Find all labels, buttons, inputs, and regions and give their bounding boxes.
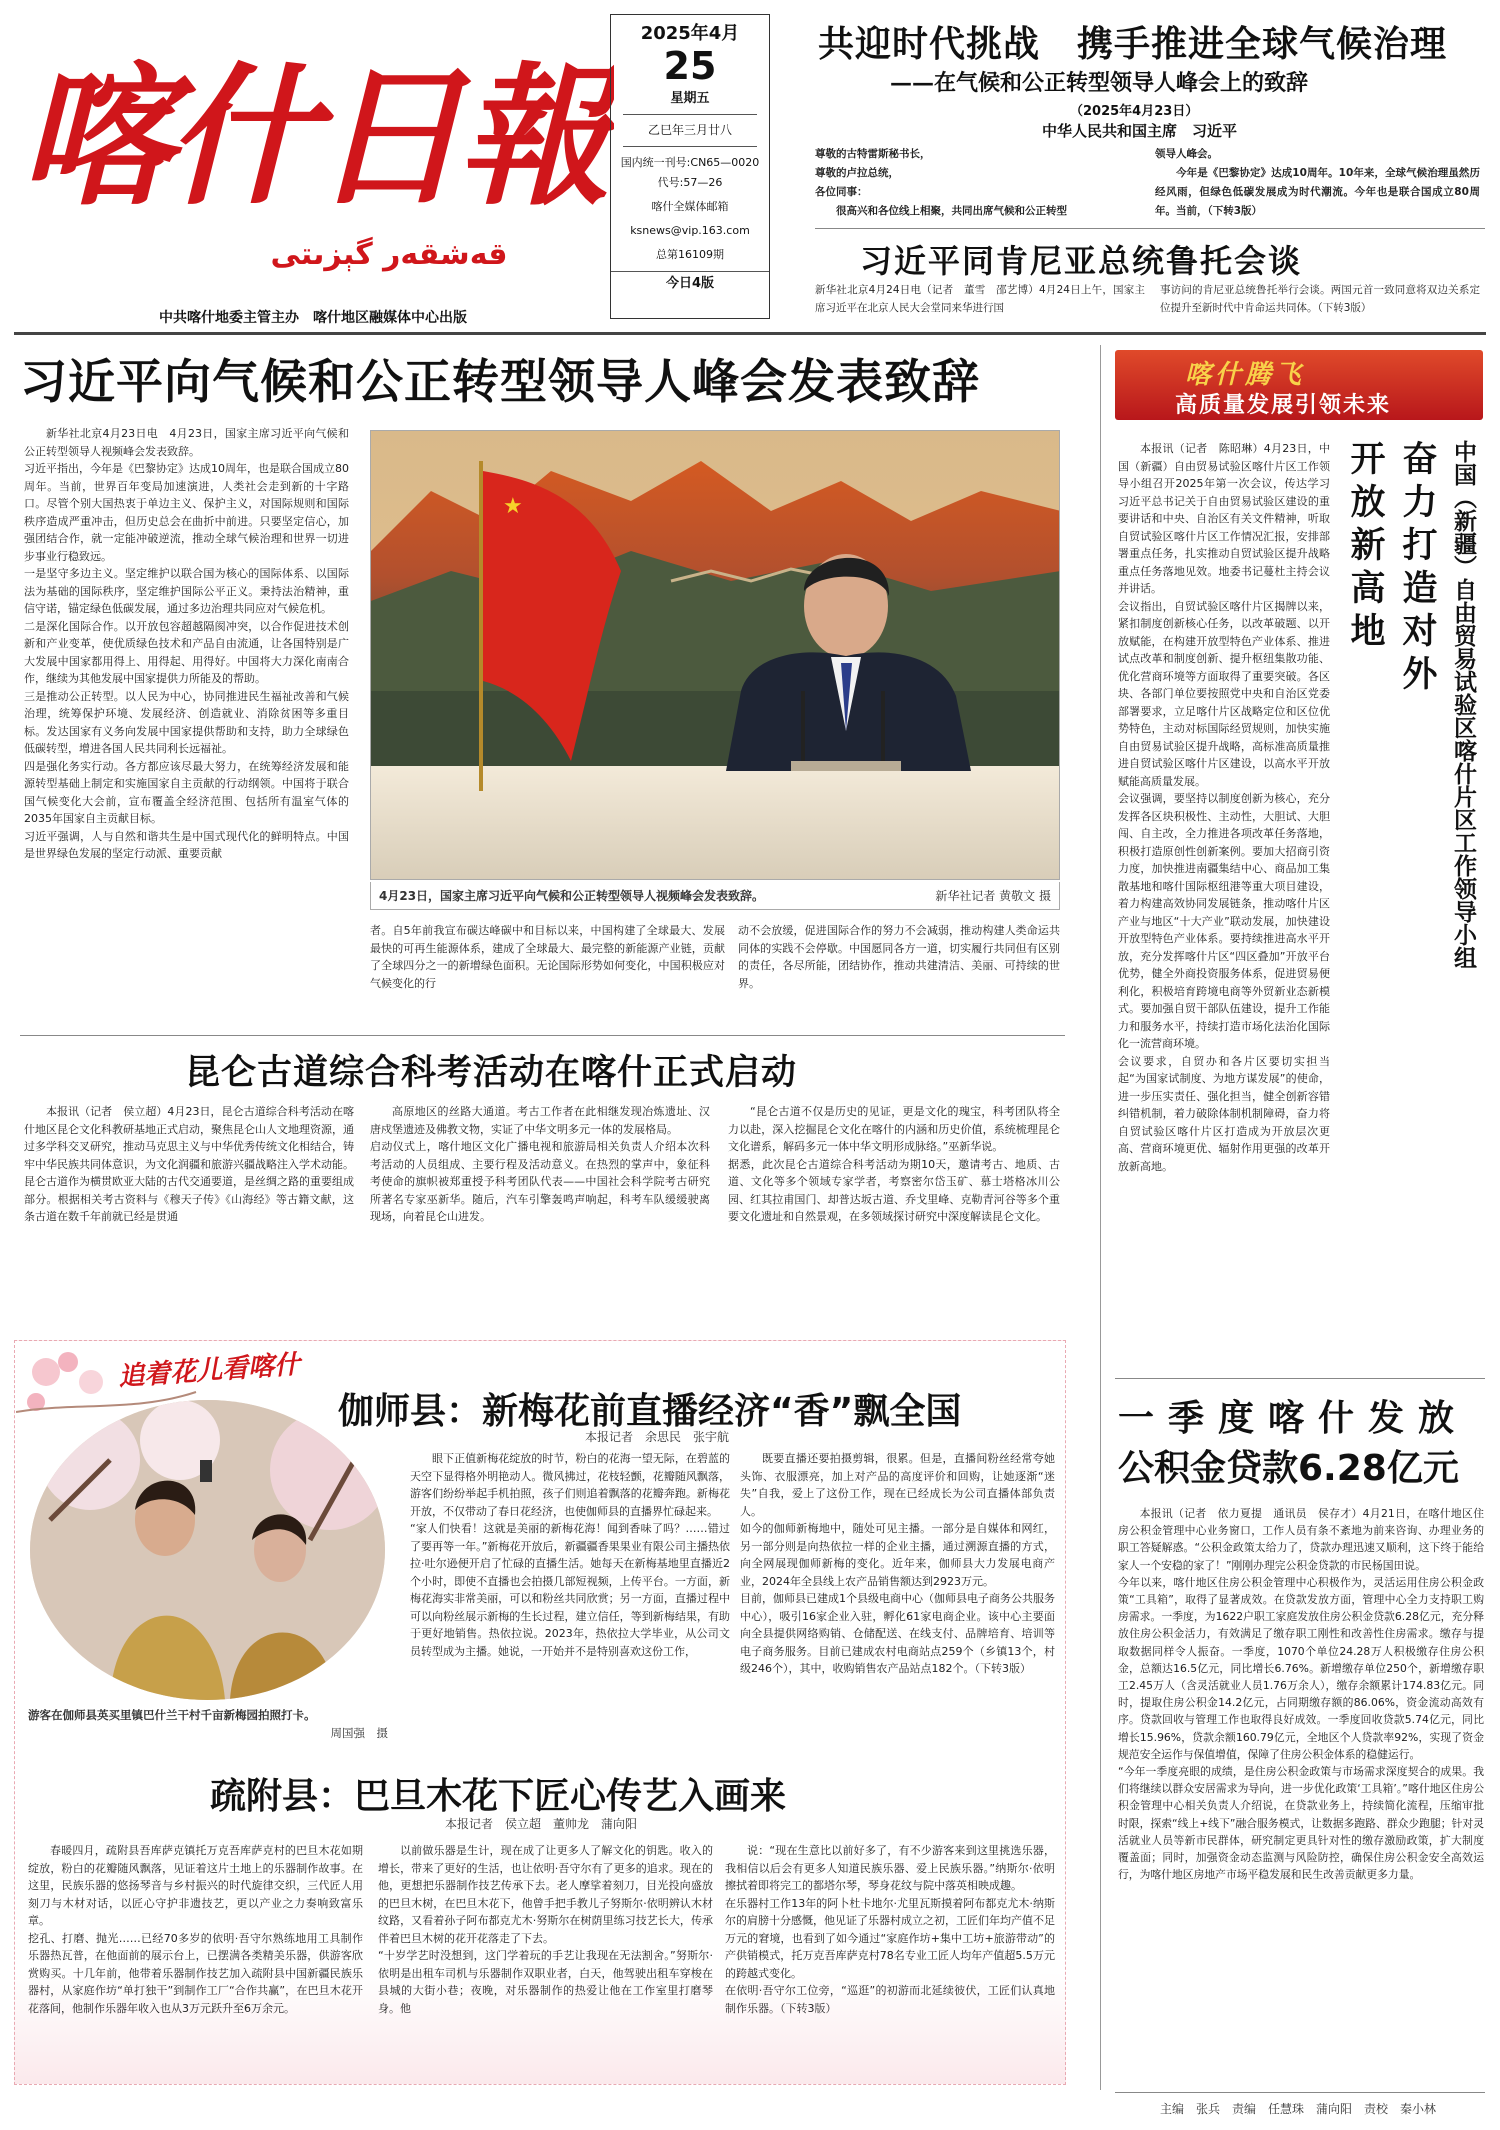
kunlun-col1	[24, 1103, 354, 1333]
flowers-caption-text: 游客在伽师县英买里镇巴什兰干村千亩新梅园拍照打卡。	[28, 1708, 316, 1722]
sidebar-body: 本报讯（记者 陈昭琳）4月23日，中国（新疆）自由贸易试验区喀什片区工作领导小组召开2025年第一次会议，传达学习习近平总书记关于自由贸易试验区建设的重要讲话和中央、自治区有关文件精神，听取自贸试验区喀什片区工作情况汇报，安排部署重点任务，扎实推动自贸试验区提升战略重点任务落地见效。地委书记蔓杜主持会议并讲话。 会议指出，自贸试验区喀什片区揭牌以来，紧扣制度创新核心任务，以改革破题、以开放赋能，在构建开放型特色产业体系、推进试点改革和制度创新、提升枢纽集散功能、优化营商环境等方面取得了重要突破。各区块、各部门单位要按照党中央和自治区党委部署要求，立足喀什片区战略定位和区位优势特色，主动对标国际经贸规则，加快实施自由贸易试验区提升战略，高标准高质量推进自贸试验区喀什片区建设，以高水平开放赋能高质量发展。 会议强调，要坚持以制度创新为核心，充分发挥各区块积极性、主动性，大胆试、大胆闯、自主改，全力推进各项改革任务落地，积极打造原创性创新案例。要加大招商引资力度，加快推进南疆集结中心、商品加工集散基地和喀什国际枢纽港等重大项目建设，着力构建高效协同发展链条，推动喀什片区产业与地区“十大产业”联动发展，加快建设开放型特色产业体系。要持续推进高水平开放，充分发挥喀什片区“四区叠加”开放平台优势，健全外商投资服务体系，促进贸易便利化，积极培育跨境电商等外贸新业态新模式。要加强自贸干部队伍建设，提升工作能力和服务水平，持续打造市场化法治化国际化一流营商环境。 会议要求，自贸办和各片区要切实担当起“为国家试制度、为地方谋发展”的使命，进一步压实责任、强化担当，健全创新容错纠错机制，着力破除体制机制障碍，奋力将自贸试验区喀什片区打造成为开放层次更高、营商环境更优、辐射作用更强的改革开放新高地。	[1118, 442, 1330, 1173]
kunlun-title: 昆仑古道综合科考活动在喀什正式启动	[185, 1053, 798, 1093]
flowers-banner: 追着花儿看喀什	[117, 1349, 302, 1393]
email: ksnews@vip.163.com	[630, 224, 750, 237]
lead-photo-image	[371, 431, 1060, 880]
kunlun-col1-text: 本报讯（记者 侯立超）4月23日，昆仑古道综合科考活动在喀什地区昆仑文化科教研基地正式启动，聚焦昆仑山人文地理资源，通过多学科交叉研究，推动马克思主义与中华优秀传统文化相结合，铸牢中华民族共同体意识，为文化润疆和旅游兴疆战略注入学术动能。 昆仑古道作为横贯欧亚大陆的古代交通要道，是丝绸之路的重要组成部分。根据相关考古资料与《穆天子传》《山海经》等古籍文献，这条古道在数千年前就已经是贯通	[24, 1105, 354, 1223]
masthead-divider	[14, 332, 1486, 335]
date-yearmonth: 2025年4月	[640, 23, 740, 44]
shufu-title: 疏附县：巴旦木花下匠心传艺入画来	[210, 1776, 787, 1817]
lead-col3: 动不会放缓，促进国际合作的努力不会减弱，推动构建人类命运共同体的实践不会停歇。中国愿同各方一道，切实履行共同但有区别的责任，各尽所能，团结协作，推动共建清洁、美丽、可持续的世界。	[738, 924, 1060, 990]
fund-text	[1118, 1505, 1484, 2090]
fund-title-line1: 一季度喀什发放	[1118, 1398, 1469, 1439]
masthead-logo	[14, 12, 614, 262]
flowers-photo	[30, 1400, 385, 1700]
shufu-col3	[725, 1842, 1055, 2077]
publisher-line: 中共喀什地委主管主办 喀什地区融媒体中心出版	[159, 310, 467, 326]
postal-code: 代号:57—26	[657, 176, 723, 189]
flowers-title: 伽师县：新梅花前直播经济“香”飘全国	[338, 1391, 962, 1432]
shufu-col2-text: 以前做乐器是生计，现在成了让更多人了解文化的钥匙。收入的增长，带来了更好的生活，也让依明·吾守尔有了更多的追求。现在的他，更想把乐器制作技艺传承下去。老人摩挲着刻刀，目光投向盛放的巴旦木树，在巴旦木花下，他曾手把手教儿子努斯尔·依明辨认木材纹路，又看着孙子阿布都克尤木·努斯尔在树荫里练习技艺长大，传承伴着巴旦木树的花开花落走了下去。 “十岁学艺时没想到，这门学着玩的手艺让我现在无法割舍。”努斯尔·依明是出租车司机与乐器制作双职业者，白天，他驾驶出租车穿梭在县城的大街小巷；夜晚，对乐器制作的热爱让他在工作室里打磨琴身。他	[378, 1844, 713, 2015]
post-label: 喀什全媒体邮箱	[651, 200, 729, 213]
kunlun-col2	[370, 1103, 710, 1333]
kenya-text-col1: 新华社北京4月24日电（记者 董雪 邵艺博）4月24日上午，国家主席习近平在北京人民大会堂同来华进行国	[815, 284, 1145, 314]
lead-text: 新华社北京4月23日电 4月23日，国家主席习近平向气候和公正转型领导人视频峰会发表致辞。 习近平指出，今年是《巴黎协定》达成10周年，也是联合国成立80周年。当前，世界百年变局加速演进，人类社会走到新的十字路口。尽管个别大国热衷于单边主义、保护主义，对国际规则和国际秩序造成严重冲击，但历史总会在曲折中前进。只要坚定信心，加强团结合作，就一定能冲破逆流，推动全球气候治理和世界一切进步事业行稳致远。 一是坚守多边主义。坚定维护以联合国为核心的国际体系、以国际法为基础的国际秩序，坚定维护国际公平正义。秉持法治精神，重信守诺，锚定绿色低碳发展，通过多边治理共同应对气候危机。 二是深化国际合作。以开放包容超越隔阂冲突，以合作促进技术创新和产业变革，使优质绿色技术和产品自由流通，让各国特别是广大发展中国家都用得上、用得起、用得好。中国将大力深化南南合作，继续为其他发展中国家提供力所能及的帮助。 三是推动公正转型。以人民为中心，协同推进民生福祉改善和气候治理，统筹保护环境、发展经济、创造就业、消除贫困等多重目标。发达国家有义务向发展中国家提供帮助和支持，助力全球绿色低碳转型，增进各国人民共同利长远福祉。 四是强化务实行动。各方都应该尽最大努力，在统筹经济发展和能源转型基础上制定和实施国家自主贡献的行动纲领。中国将于联合国气候变化大会前，宣布覆盖全经济范围、包括所有温室气体的2035年国家自主贡献目标。 习近平强调，人与自然和谐共生是中国式现代化的鲜明特点。中国是世界绿色发展的坚定行动派、重要贡献	[24, 427, 349, 860]
sidebar-banner-top: 喀什腾飞	[1185, 360, 1306, 390]
flowers-photo-caption	[28, 1706, 388, 1742]
date-lunar: 乙巳年三月廿八	[647, 123, 732, 137]
lead-col1	[24, 425, 349, 1035]
lead-photo-credit: 新华社记者 黄敬文 摄	[935, 889, 1051, 903]
flowers-photo-credit: 周国强 摄	[330, 1726, 388, 1740]
fund-title-line2: 公积金贷款6.28亿元	[1118, 1448, 1459, 1489]
serial-number: 总第16109期	[656, 248, 724, 261]
lead-caption-text: 4月23日，国家主席习近平向气候和公正转型领导人视频峰会发表致辞。	[379, 889, 765, 903]
flowers-photo-image	[30, 1400, 385, 1700]
lead-photo-caption	[370, 882, 1060, 910]
flowers-col1-text: 眼下正值新梅花绽放的时节，粉白的花海一望无际，在碧蓝的天空下显得格外明艳动人。微风拂过，花枝轻颤，花瓣随风飘落，游客们纷纷举起手机拍照，孩子们则追着飘落的花瓣奔跑。新梅花开放，不仅带动了春日花经济，也使伽师县的直播界忙碌起来。 “家人们快看！这就是美丽的新梅花海！闻到香味了吗？……错过了要再等一年。”新梅花开放后，新疆疆香果果业有限公司主播热依拉·吐尔逊便开启了忙碌的直播生活。她每天在新梅基地里直播近2个小时，即使不直播也会拍摄几部短视频，上传平台。一方面，新梅花海实非常美丽，可以和粉丝共同欣赏；另一方面，直播过程中可以向粉丝展示新梅的生长过程，建立信任，等到新梅结果，有助于更好地销售。热依拉说。2023年，热依拉大学毕业，从公司文员转型成为主播。她说，一开始并不是特别喜欢这份工作，	[410, 1452, 730, 1658]
shufu-col2	[378, 1842, 713, 2077]
lead-title: 习近平向气候和公正转型领导人峰会发表致辞	[20, 355, 980, 410]
svg-text:★: ★	[503, 494, 523, 519]
sidebar-title: 奋力打造对外开放新高地	[1345, 440, 1437, 698]
issn: 国内统一刊号:CN65—0020	[620, 156, 760, 169]
date-day: 25	[663, 44, 717, 88]
top-story-date: （2025年4月23日）	[1070, 104, 1199, 119]
lead-photo	[370, 430, 1060, 880]
flowers-col2-text: 既要直播还要拍摄剪辑，很累。但是，直播间粉丝经常夸她头饰、衣服漂亮，加上对产品的高度评价和回购，让她逐渐“迷失”自我，爱上了这份工作，现在已经成长为公司直播体部负责人。 如今的伽师新梅地中，随处可见主播。一部分是自媒体和网红，另一部分则是向热依拉一样的企业主播，通过溯源直播的方式，向全网展现伽师新梅的变化。近年来，伽师县大力发展电商产业，2024年全县线上农产品销售额达到2923万元。 目前，伽师县已建成1个县级电商中心（伽师县电子商务公共服务中心），吸引16家企业入驻，孵化61家电商企业。该中心主要面向全县提供网络购销、仓储配送、在线支付、品牌培育、培训等电子商务服务。目前已建成农村电商站点259个（乡镇13个，村级246个），其中，收购销售农产品站点182个。（下转3版）	[740, 1452, 1055, 1675]
masthead	[14, 12, 614, 342]
lead-col2: 者。自5年前我宣布碳达峰碳中和目标以来，中国构建了全球最大、发展最快的可再生能源体系，建成了全球最大、最完整的新能源产业链，贡献了全球四分之一的新增绿色面积。无论国际形势如何变化，中国积极应对气候变化的行	[370, 924, 725, 990]
kunlun-col2-text: 高原地区的丝路大通道。考古工作者在此相继发现冶炼遗址、汉唐戍堡遗迹及佛教文物，实证了中华文明多元一体的发展格局。 启动仪式上，喀什地区文化广播电视和旅游局相关负责人介绍本次科考活动的人员组成、主要行程及活动意义。在热烈的掌声中，象征科考使命的旗帜被郑重授予科考团队代表——中国社会科学院考古研究所著名专家巫新华。随后，汽车引擎轰鸣声响起，科考车队缓缓驶离现场，向着昆仑山进发。	[370, 1105, 710, 1223]
date-box	[610, 14, 770, 319]
fund-body: 本报讯（记者 依力夏提 通讯员 侯存才）4月21日，在喀什地区住房公积金管理中心业务窗口，工作人员有条不紊地为前来咨询、办理业务的职工答疑解惑。“公积金政策太给力了，贷款办理迅速又顺利，这下终于能给家人一个安稳的家了！”刚刚办理完公积金贷款的市民杨国田说。 今年以来，喀什地区住房公积金管理中心积极作为，灵活运用住房公积金政策“工具箱”，取得了显著成效。在贷款发放方面，管理中心全力支持职工购房需求。一季度，为1622户职工家庭发放住房公积金贷款6.28亿元，充分释放住房公积金活力，有效满足了缴存职工刚性和改善性住房需求。缴存与提取数据同样令人振奋。一季度，1070个单位24.28万人积极缴存住房公积金，总额达16.5亿元，同比增长6.76%。新增缴存单位250个，新增缴存职工2.45万人（含灵活就业人员1.76万余人），缴存余额累计174.83亿元。同时，提取住房公积金14.2亿元，占同期缴存额的86.06%，资金流动高效有序。贷款回收与管理工作也取得良好成效。一季度回收贷款5.74亿元，同比增长15.96%，贷款余额160.79亿元，全地区个人贷款率92%，实现了资金规范安全运作与保值增值，保障了住房公积金体系的稳健运行。 “今年一季度亮眼的成绩，是住房公积金政策与市场需求深度契合的成果。我们将继续以群众安居需求为导向，进一步优化政策‘工具箱’。”喀什地区住房公积金管理中心相关负责人介绍说，在贷款业务上，持续简化流程，压缩审批时限，探索“线上+线下”融合服务模式，让数据多跑路、群众少跑腿；针对灵活就业人员等新市民群体，研究制定更具针对性的缴存激励政策，扩大制度覆盖面；同时，加强资金动态监测与风险防控，确保住房公积金安全高效运行，为喀什地区房地产市场平稳发展和民生改善贡献更多力量。	[1118, 1507, 1484, 1882]
kunlun-col3	[728, 1103, 1060, 1333]
top-story-col2: 领导人峰会。 今年是《巴黎协定》达成10周年。10年来，全球气候治理虽然历经风雨，但绿色低碳发展成为时代潮流。今年也是联合国成立80周年。当前，（下转3版）	[1155, 148, 1480, 217]
top-story-author: 中华人民共和国主席 习近平	[1042, 122, 1238, 140]
flowers-col1	[410, 1450, 730, 1750]
top-story-title: 共迎时代挑战 携手推进全球气候治理	[818, 24, 1448, 65]
kenya-title: 习近平同肯尼亚总统鲁托会谈	[860, 242, 1303, 280]
shufu-col1-text: 春暖四月，疏附县吾库萨克镇托万克吾库萨克村的巴旦木花如期绽放，粉白的花瓣随风飘落，见证着这片土地上的乐器制作故事。在这里，民族乐器的悠扬琴音与乡村振兴的时代旋律交织，三代匠人用刻刀与木材对话，以匠心守护非遗技艺，更以产业之力奏响致富乐章。 挖孔、打磨、抛光……已经70多岁的依明·吾守尔熟练地用工具制作乐器热瓦普，在他面前的展示台上，已摆满各类精美乐器，供游客欣赏购买。十几年前，他带着乐器制作技艺加入疏附县中国新疆民族乐器村，从家庭作坊“单打独干”到制作工厂“合作共赢”，在巴旦木花开花落间，他制作乐器年收入也从3万元跃升至6万余元。	[28, 1844, 363, 2015]
flowers-byline: 本报记者 余思民 张宇航	[585, 1430, 730, 1444]
sidebar-banner-bottom: 高质量发展引领未来	[1175, 393, 1392, 418]
sidebar-banner	[1115, 350, 1483, 420]
flowers-col2	[740, 1450, 1055, 1750]
sidebar-text-top	[1118, 440, 1330, 1260]
top-story-col1: 尊敬的古特雷斯秘书长， 尊敬的卢拉总统， 各位同事： 很高兴和各位线上相聚，共同出席气候和公正转型	[815, 148, 1067, 217]
kunlun-col3-text: “昆仑古道不仅是历史的见证，更是文化的瑰宝，科考团队将全力以赴，深入挖掘昆仑文化在喀什的内涵和历史价值，系统梳理昆仑文化谱系，解码多元一体中华文明形成脉络。”巫新华说。 据悉，此次昆仑古道综合科考活动为期10天，邀请考古、地质、古道、文化等多个领域专家学者，考察密尔岱玉矿、慕士塔格冰川公园、红其拉甫国门、却普达坂古道、乔戈里峰、克勒青河谷等多个重要文化遗址和自然景观，在多领域探讨研究中深度解读昆仑文化。	[728, 1105, 1060, 1223]
uyghur-title: قەشقەر گېزىتى	[270, 237, 508, 272]
sidebar-kicker: 中国（新疆）自由贸易试验区喀什片区工作领导小组	[1450, 440, 1476, 969]
masthead-logo-text: 喀什日報	[20, 47, 604, 226]
top-story-subtitle: ——在气候和公正转型领导人峰会上的致辞	[890, 70, 1309, 96]
kenya-text-col2: 事访问的肯尼亚总统鲁托举行会谈。两国元首一致同意将双边关系定位提升至新时代中肯命运共同体。（下转3版）	[1160, 284, 1480, 314]
footer-editors: 主编 张兵 责编 任慧珠 蒲向阳 责校 秦小林	[1160, 2102, 1437, 2116]
shufu-byline: 本报记者 侯立超 董帅龙 蒲向阳	[445, 1817, 638, 1831]
date-weekday: 星期五	[670, 91, 710, 106]
page-count: 今日4版	[665, 276, 715, 291]
shufu-col3-text: 说：“现在生意比以前好多了，有不少游客来到这里挑选乐器，我相信以后会有更多人知道民族乐器、爱上民族乐器。”纳斯尔·依明擦拭着即将完工的都塔尔琴，琴身花纹与院中落英相映成趣。 在乐器村工作13年的阿卜杜卡地尔·尤里瓦斯摸着阿布都克尤木·纳斯尔的肩膀十分感慨，他见证了乐器村成立之初，工匠们年均产值不足万元的窘境，也看到了如今通过“家庭作坊+集中工坊+旅游带动”的产供销模式，托万克吾库萨克村78名专业工匠人均年产值超5.5万元的跨越式变化。 在依明·吾守尔工位旁，“巡逛”的初游而北延续彼伏，工匠们认真地制作乐器。（下转3版）	[725, 1844, 1055, 2015]
shufu-col1	[28, 1842, 363, 2077]
